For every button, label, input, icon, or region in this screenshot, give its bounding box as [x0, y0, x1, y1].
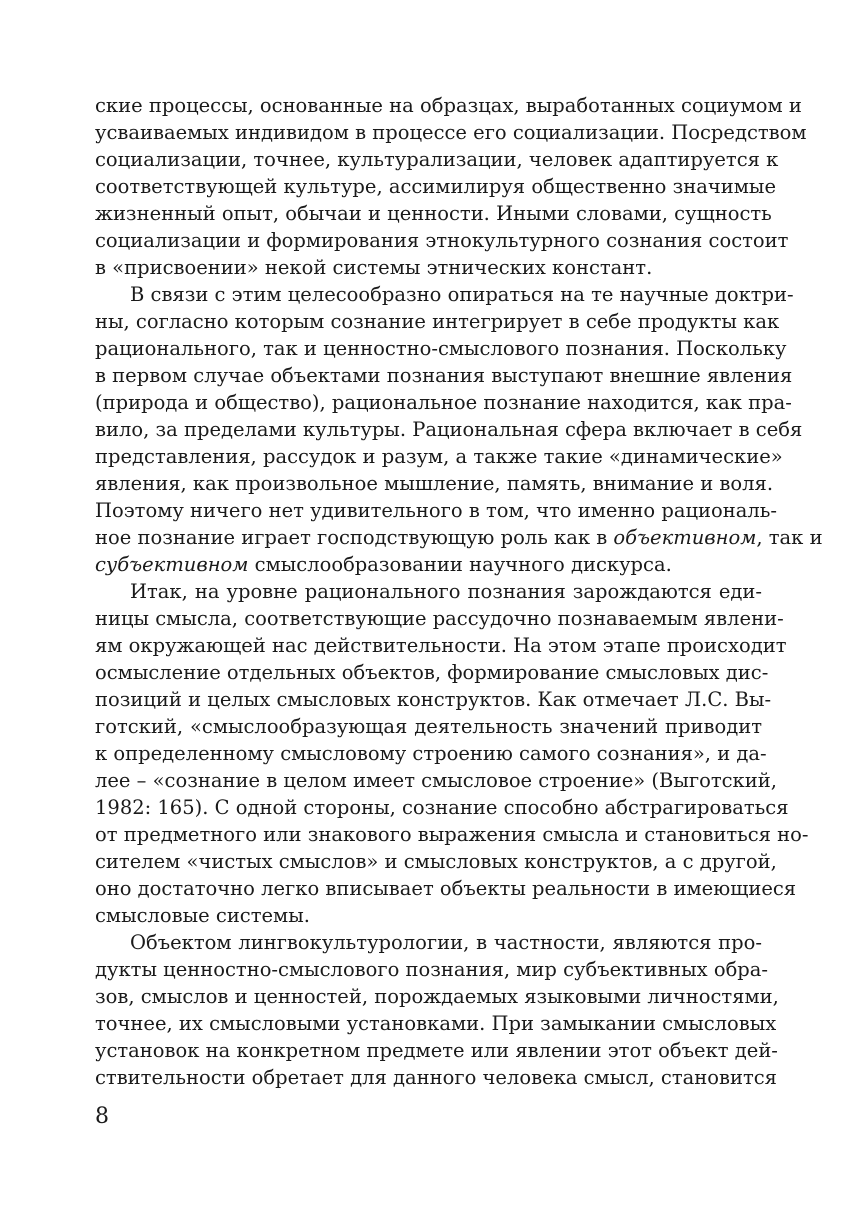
text-line: представления, рассудок и разум, а также такие «динамические»	[95, 445, 783, 468]
text-segment: , так и	[756, 526, 823, 549]
text-line: ницы смысла, соответствующие рассудочно познаваемым явлени-	[95, 607, 784, 630]
text-line: ствительности обретает для данного человека смысл, становится	[95, 1066, 777, 1089]
text-line: ские процессы, основанные на образцах, выработанных социумом и	[95, 94, 802, 117]
text-segment: ное познание играет господствующую роль как в	[95, 526, 614, 549]
text-line: ям окружающей нас действительности. На этом этапе происходит	[95, 634, 787, 657]
text-line: 1982: 165). С одной стороны, сознание способно абстрагироваться	[95, 796, 789, 819]
text-line: вило, за пределами культуры. Рациональная сфера включает в себя	[95, 418, 803, 441]
text-line: (природа и общество), рациональное познание находится, как пра-	[95, 391, 792, 414]
text-line: усваиваемых индивидом в процессе его социализации. Посредством	[95, 121, 807, 144]
italic-term: объективном	[613, 526, 757, 549]
text-line: в «присвоении» некой системы этнических констант.	[95, 256, 653, 279]
text-line: лее – «сознание в целом имеет смысловое строение» (Выготский,	[95, 769, 777, 792]
text-line-mixed	[95, 524, 823, 551]
text-line: Объектом лингвокультурологии, в частности, являются про-	[130, 931, 762, 954]
text-line-mixed	[95, 551, 762, 578]
page-number: 8	[95, 1104, 109, 1129]
text-line: позиций и целых смысловых конструктов. Как отмечает Л.С. Вы-	[95, 688, 772, 711]
text-line: явления, как произвольное мышление, память, внимание и воля.	[95, 472, 774, 495]
text-line: Итак, на уровне рационального познания зарождаются еди-	[130, 580, 762, 603]
text-line: точнее, их смысловыми установками. При замыкании смысловых	[95, 1012, 777, 1035]
text-line: соответствующей культуре, ассимилируя общественно значимые	[95, 175, 776, 198]
text-line: ны, согласно которым сознание интегрирует в себе продукты как	[95, 310, 780, 333]
text-line: социализации и формирования этнокультурного сознания состоит	[95, 229, 789, 252]
text-line: осмысление отдельных объектов, формирование смысловых дис-	[95, 661, 769, 684]
text-line: жизненный опыт, обычаи и ценности. Иными словами, сущность	[95, 202, 772, 225]
text-line: к определенному смысловому строению самого сознания», и да-	[95, 742, 767, 765]
text-line: зов, смыслов и ценностей, порождаемых языковыми личностями,	[95, 985, 779, 1008]
text-line: дукты ценностно-смыслового познания, мир субъективных обра-	[95, 958, 769, 981]
text-line: оно достаточно легко вписывает объекты реальности в имеющиеся	[95, 877, 797, 900]
text-line: социализации, точнее, культурализации, человек адаптируется к	[95, 148, 779, 171]
text-line: рационального, так и ценностно-смыслового познания. Поскольку	[95, 337, 787, 360]
text-line: в первом случае объектами познания выступают внешние явления	[95, 364, 793, 387]
text-segment: смыслообразовании научного дискурса.	[248, 553, 672, 576]
paragraph-4	[95, 929, 779, 1091]
paragraph-2	[95, 281, 823, 578]
text-line: Поэтому ничего нет удивительного в том, что именно рациональ-	[95, 499, 777, 522]
body-text	[95, 92, 823, 1091]
paragraph-1	[95, 92, 807, 281]
text-line: готский, «смыслообразующая деятельность значений приводит	[95, 715, 762, 738]
text-line: В связи с этим целесообразно опираться на те научные доктри-	[130, 283, 794, 306]
text-line: смысловые системы.	[95, 904, 310, 927]
text-line: от предметного или знакового выражения смысла и становиться но-	[95, 823, 809, 846]
paragraph-3	[95, 578, 809, 929]
text-line: установок на конкретном предмете или явлении этот объект дей-	[95, 1039, 778, 1062]
text-line: сителем «чистых смыслов» и смысловых конструктов, а с другой,	[95, 850, 777, 873]
italic-term: субъективном	[95, 553, 249, 576]
